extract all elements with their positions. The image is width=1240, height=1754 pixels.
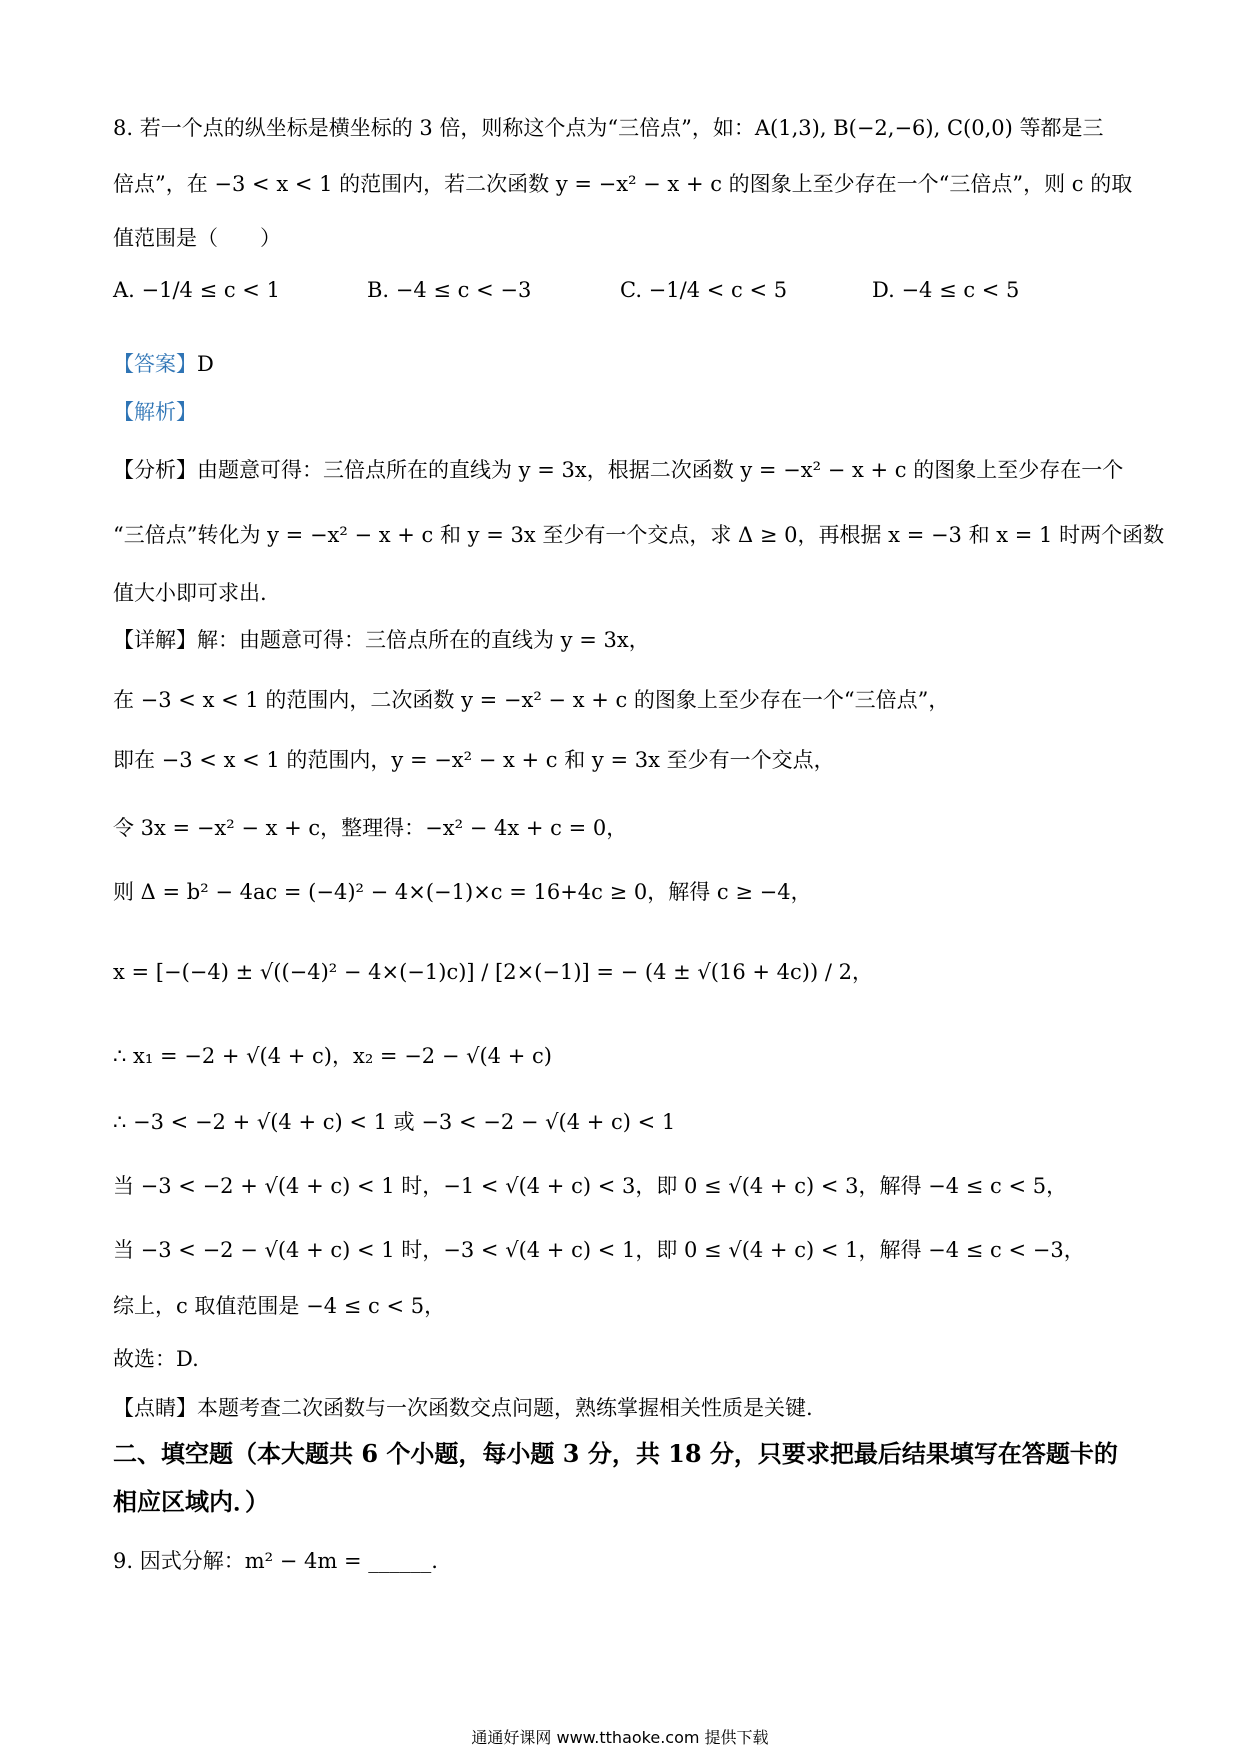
xiangjie-line-4: 令 3x = −x² − x + c，整理得：−x² − 4x + c = 0， <box>113 816 628 840</box>
fenxi-line-2: “三倍点”转化为 y = −x² − x + c 和 y = 3x 至少有一个交点，求 Δ ≥ 0，再根据 x = −3 和 x = 1 时两个函数 <box>113 523 1165 547</box>
analysis-tag: 【解析】 <box>113 400 197 424</box>
section-2-heading-line-2: 相应区域内．） <box>113 1487 269 1516</box>
answer-tag: 【答案】 <box>113 352 197 376</box>
page-footer: 通通好课网 www.tthaoke.com 提供下载 <box>471 1728 769 1747</box>
fenxi-line-1 <box>113 454 1123 486</box>
fenxi-text-1: 由题意可得：三倍点所在的直线为 y = 3x，根据二次函数 y = −x² − x + c 的图象上至少存在一个 <box>197 458 1124 482</box>
xiangjie-line-8: ∴ −3 < −2 + √(4 + c) < 1 或 −3 < −2 − √(4 + c) < 1 <box>113 1110 676 1134</box>
q8-option-c: C. −1/4 < c < 5 <box>620 278 788 302</box>
xiangjie-line-6: x = [−(−4) ± √((−4)² − 4×(−1)c)] / [2×(−1)] = − (4 ± √(16 + 4c)) / 2， <box>113 960 873 984</box>
q8-line-3: 值范围是（ ） <box>113 226 281 250</box>
xiangjie-line-1 <box>113 624 650 656</box>
q8-option-d: D. −4 ≤ c < 5 <box>872 278 1020 302</box>
xiangjie-tag: 【详解】 <box>113 628 197 652</box>
q8-line-2: 倍点”，在 −3 < x < 1 的范围内，若二次函数 y = −x² − x + c 的图象上至少存在一个“三倍点”，则 c 的取 <box>113 172 1133 196</box>
q8-option-b: B. −4 ≤ c < −3 <box>367 278 532 302</box>
xiangjie-line-11: 综上，c 取值范围是 −4 ≤ c < 5， <box>113 1294 446 1318</box>
section-2-heading-line-1: 二、填空题（本大题共 6 个小题，每小题 3 分，共 18 分，只要求把最后结果填写在答题卡的 <box>113 1439 1118 1468</box>
q9-line: 9. 因式分解：m² − 4m = ______. <box>113 1549 438 1573</box>
xiangjie-line-7: ∴ x₁ = −2 + √(4 + c)，x₂ = −2 − √(4 + c) <box>113 1044 552 1068</box>
dianjing-text: 本题考查二次函数与一次函数交点问题，熟练掌握相关性质是关键. <box>197 1396 813 1420</box>
analysis-heading <box>113 396 197 428</box>
q8-option-a: A. −1/4 ≤ c < 1 <box>113 278 280 302</box>
xiangjie-text-1: 解：由题意可得：三倍点所在的直线为 y = 3x， <box>197 628 650 652</box>
fenxi-line-3: 值大小即可求出. <box>113 581 267 605</box>
xiangjie-line-9: 当 −3 < −2 + √(4 + c) < 1 时，−1 < √(4 + c) < 3，即 0 ≤ √(4 + c) < 3，解得 −4 ≤ c < 5， <box>113 1174 1068 1198</box>
xiangjie-line-2: 在 −3 < x < 1 的范围内，二次函数 y = −x² − x + c 的图象上至少存在一个“三倍点”， <box>113 688 950 712</box>
dianjing-tag: 【点睛】 <box>113 1396 197 1420</box>
dianjing-line <box>113 1392 813 1424</box>
xiangjie-line-12: 故选：D. <box>113 1347 199 1371</box>
answer-line <box>113 348 214 380</box>
xiangjie-line-10: 当 −3 < −2 − √(4 + c) < 1 时，−3 < √(4 + c) < 1，即 0 ≤ √(4 + c) < 1，解得 −4 ≤ c < −3， <box>113 1238 1085 1262</box>
xiangjie-line-5: 则 Δ = b² − 4ac = (−4)² − 4×(−1)×c = 16+4c ≥ 0，解得 c ≥ −4， <box>113 880 812 904</box>
fenxi-tag: 【分析】 <box>113 458 197 482</box>
xiangjie-line-3: 即在 −3 < x < 1 的范围内，y = −x² − x + c 和 y = 3x 至少有一个交点， <box>113 748 835 772</box>
q8-line-1: 8. 若一个点的纵坐标是横坐标的 3 倍，则称这个点为“三倍点”，如：A(1,3), B(−2,−6), C(0,0) 等都是三 <box>113 116 1104 140</box>
answer-value: D <box>197 352 214 376</box>
